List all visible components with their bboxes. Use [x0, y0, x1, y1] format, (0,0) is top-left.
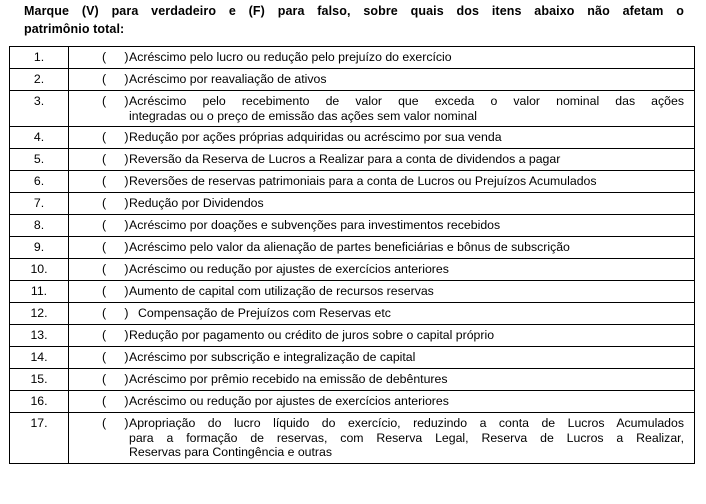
item-cell	[69, 149, 695, 171]
item-number: 16.	[10, 391, 69, 413]
answer-checkbox-parens[interactable]: ( )	[102, 130, 129, 144]
item-cell	[69, 369, 695, 391]
item-text-line: Apropriação do lucro líquido do exercício, reduzindo a conta de Lucros Acumulados	[129, 416, 684, 430]
table-row[interactable]	[10, 237, 695, 259]
item-number: 2.	[10, 69, 69, 91]
item-cell	[69, 347, 695, 369]
table-row[interactable]	[10, 193, 695, 215]
item-text	[129, 94, 684, 123]
answer-checkbox-parens[interactable]: ( )	[102, 50, 129, 64]
item-text: Acréscimo por reavaliação de ativos	[129, 72, 327, 86]
table-row[interactable]	[10, 47, 695, 69]
answer-checkbox-parens[interactable]: ( )	[102, 416, 129, 430]
item-cell	[69, 325, 695, 347]
item-text: Acréscimo ou redução por ajustes de exercícios anteriores	[129, 262, 449, 276]
table-row[interactable]	[10, 69, 695, 91]
item-cell	[69, 237, 695, 259]
item-text: Reversões de reservas patrimoniais para a conta de Lucros ou Prejuízos Acumulados	[129, 174, 597, 188]
item-number: 3.	[10, 91, 69, 127]
item-text-line: para a formação de reservas, com Reserva Legal, Reserva de Lucros a Realizar,	[129, 430, 684, 445]
item-text: Compensação de Prejuízos com Reservas etc	[138, 306, 391, 320]
table-row[interactable]	[10, 391, 695, 413]
item-text-line: Reservas para Contingência e outras	[129, 445, 333, 459]
table-row[interactable]	[10, 413, 695, 464]
answer-checkbox-parens[interactable]: ( )	[102, 240, 129, 254]
answer-checkbox-parens[interactable]: ( )	[102, 72, 129, 86]
item-number: 12.	[10, 303, 69, 325]
item-text: Acréscimo ou redução por ajustes de exercícios anteriores	[129, 394, 449, 408]
item-number: 5.	[10, 149, 69, 171]
table-row[interactable]	[10, 369, 695, 391]
answer-checkbox-parens[interactable]: ( )	[102, 174, 129, 188]
answer-checkbox-parens[interactable]: ( )	[102, 394, 129, 408]
item-number: 13.	[10, 325, 69, 347]
item-cell	[69, 215, 695, 237]
answer-checkbox-parens[interactable]: ( )	[102, 218, 129, 232]
item-text: Acréscimo pelo lucro ou redução pelo prejuízo do exercício	[129, 50, 452, 64]
item-number: 8.	[10, 215, 69, 237]
table-row[interactable]	[10, 171, 695, 193]
item-number: 4.	[10, 127, 69, 149]
item-text: Acréscimo por doações e subvenções para investimentos recebidos	[129, 218, 501, 232]
item-text: Acréscimo por subscrição e integralização de capital	[129, 350, 416, 364]
answer-checkbox-parens[interactable]: ( )	[102, 196, 129, 210]
answer-checkbox-parens[interactable]: ( )	[102, 372, 129, 386]
table-row[interactable]	[10, 281, 695, 303]
item-cell	[69, 127, 695, 149]
item-cell	[69, 91, 695, 127]
item-number: 9.	[10, 237, 69, 259]
table-row[interactable]	[10, 127, 695, 149]
item-cell	[69, 193, 695, 215]
item-cell	[69, 303, 695, 325]
item-text: Redução por pagamento ou crédito de juros sobre o capital próprio	[129, 328, 495, 342]
item-number: 11.	[10, 281, 69, 303]
answer-checkbox-parens[interactable]: ( )	[102, 262, 129, 276]
item-text-line: Acréscimo pelo recebimento de valor que exceda o valor nominal das ações	[129, 94, 684, 108]
item-text: Acréscimo por prêmio recebido na emissão de debêntures	[129, 372, 448, 386]
item-number: 6.	[10, 171, 69, 193]
item-cell	[69, 69, 695, 91]
table-row[interactable]	[10, 347, 695, 369]
table-row[interactable]	[10, 149, 695, 171]
item-text: Redução por ações próprias adquiridas ou acréscimo por sua venda	[129, 130, 502, 144]
quiz-items-table	[9, 46, 695, 464]
table-row[interactable]	[10, 325, 695, 347]
item-number: 1.	[10, 47, 69, 69]
item-cell	[69, 171, 695, 193]
item-text	[129, 416, 684, 460]
item-cell	[69, 391, 695, 413]
item-text: Acréscimo pelo valor da alienação de partes beneficiárias e bônus de subscrição	[129, 240, 570, 254]
item-cell	[69, 259, 695, 281]
answer-checkbox-parens[interactable]: ( )	[102, 284, 129, 298]
item-text: Reversão da Reserva de Lucros a Realizar para a conta de dividendos a pagar	[129, 152, 561, 166]
quiz-items-body	[10, 47, 695, 464]
item-number: 17.	[10, 413, 69, 464]
item-cell	[69, 413, 695, 464]
answer-checkbox-parens[interactable]: ( )	[102, 306, 129, 320]
item-number: 7.	[10, 193, 69, 215]
item-number: 10.	[10, 259, 69, 281]
table-row[interactable]	[10, 91, 695, 127]
prompt-heading	[24, 2, 684, 38]
item-cell	[69, 47, 695, 69]
item-text: Aumento de capital com utilização de recursos reservas	[129, 284, 434, 298]
answer-checkbox-parens[interactable]: ( )	[102, 94, 129, 108]
item-cell	[69, 281, 695, 303]
item-number: 14.	[10, 347, 69, 369]
table-row[interactable]	[10, 259, 695, 281]
table-row[interactable]	[10, 215, 695, 237]
prompt-line-1: Marque (V) para verdadeiro e (F) para falso, sobre quais dos itens abaixo não afetam o	[24, 4, 684, 18]
answer-checkbox-parens[interactable]: ( )	[102, 350, 129, 364]
item-text-line: integradas ou o preço de emissão das ações sem valor nominal	[129, 108, 477, 123]
prompt-line-2: patrimônio total:	[24, 22, 125, 36]
item-text: Redução por Dividendos	[129, 196, 264, 210]
answer-checkbox-parens[interactable]: ( )	[102, 152, 129, 166]
answer-checkbox-parens[interactable]: ( )	[102, 328, 129, 342]
item-number: 15.	[10, 369, 69, 391]
table-row[interactable]	[10, 303, 695, 325]
